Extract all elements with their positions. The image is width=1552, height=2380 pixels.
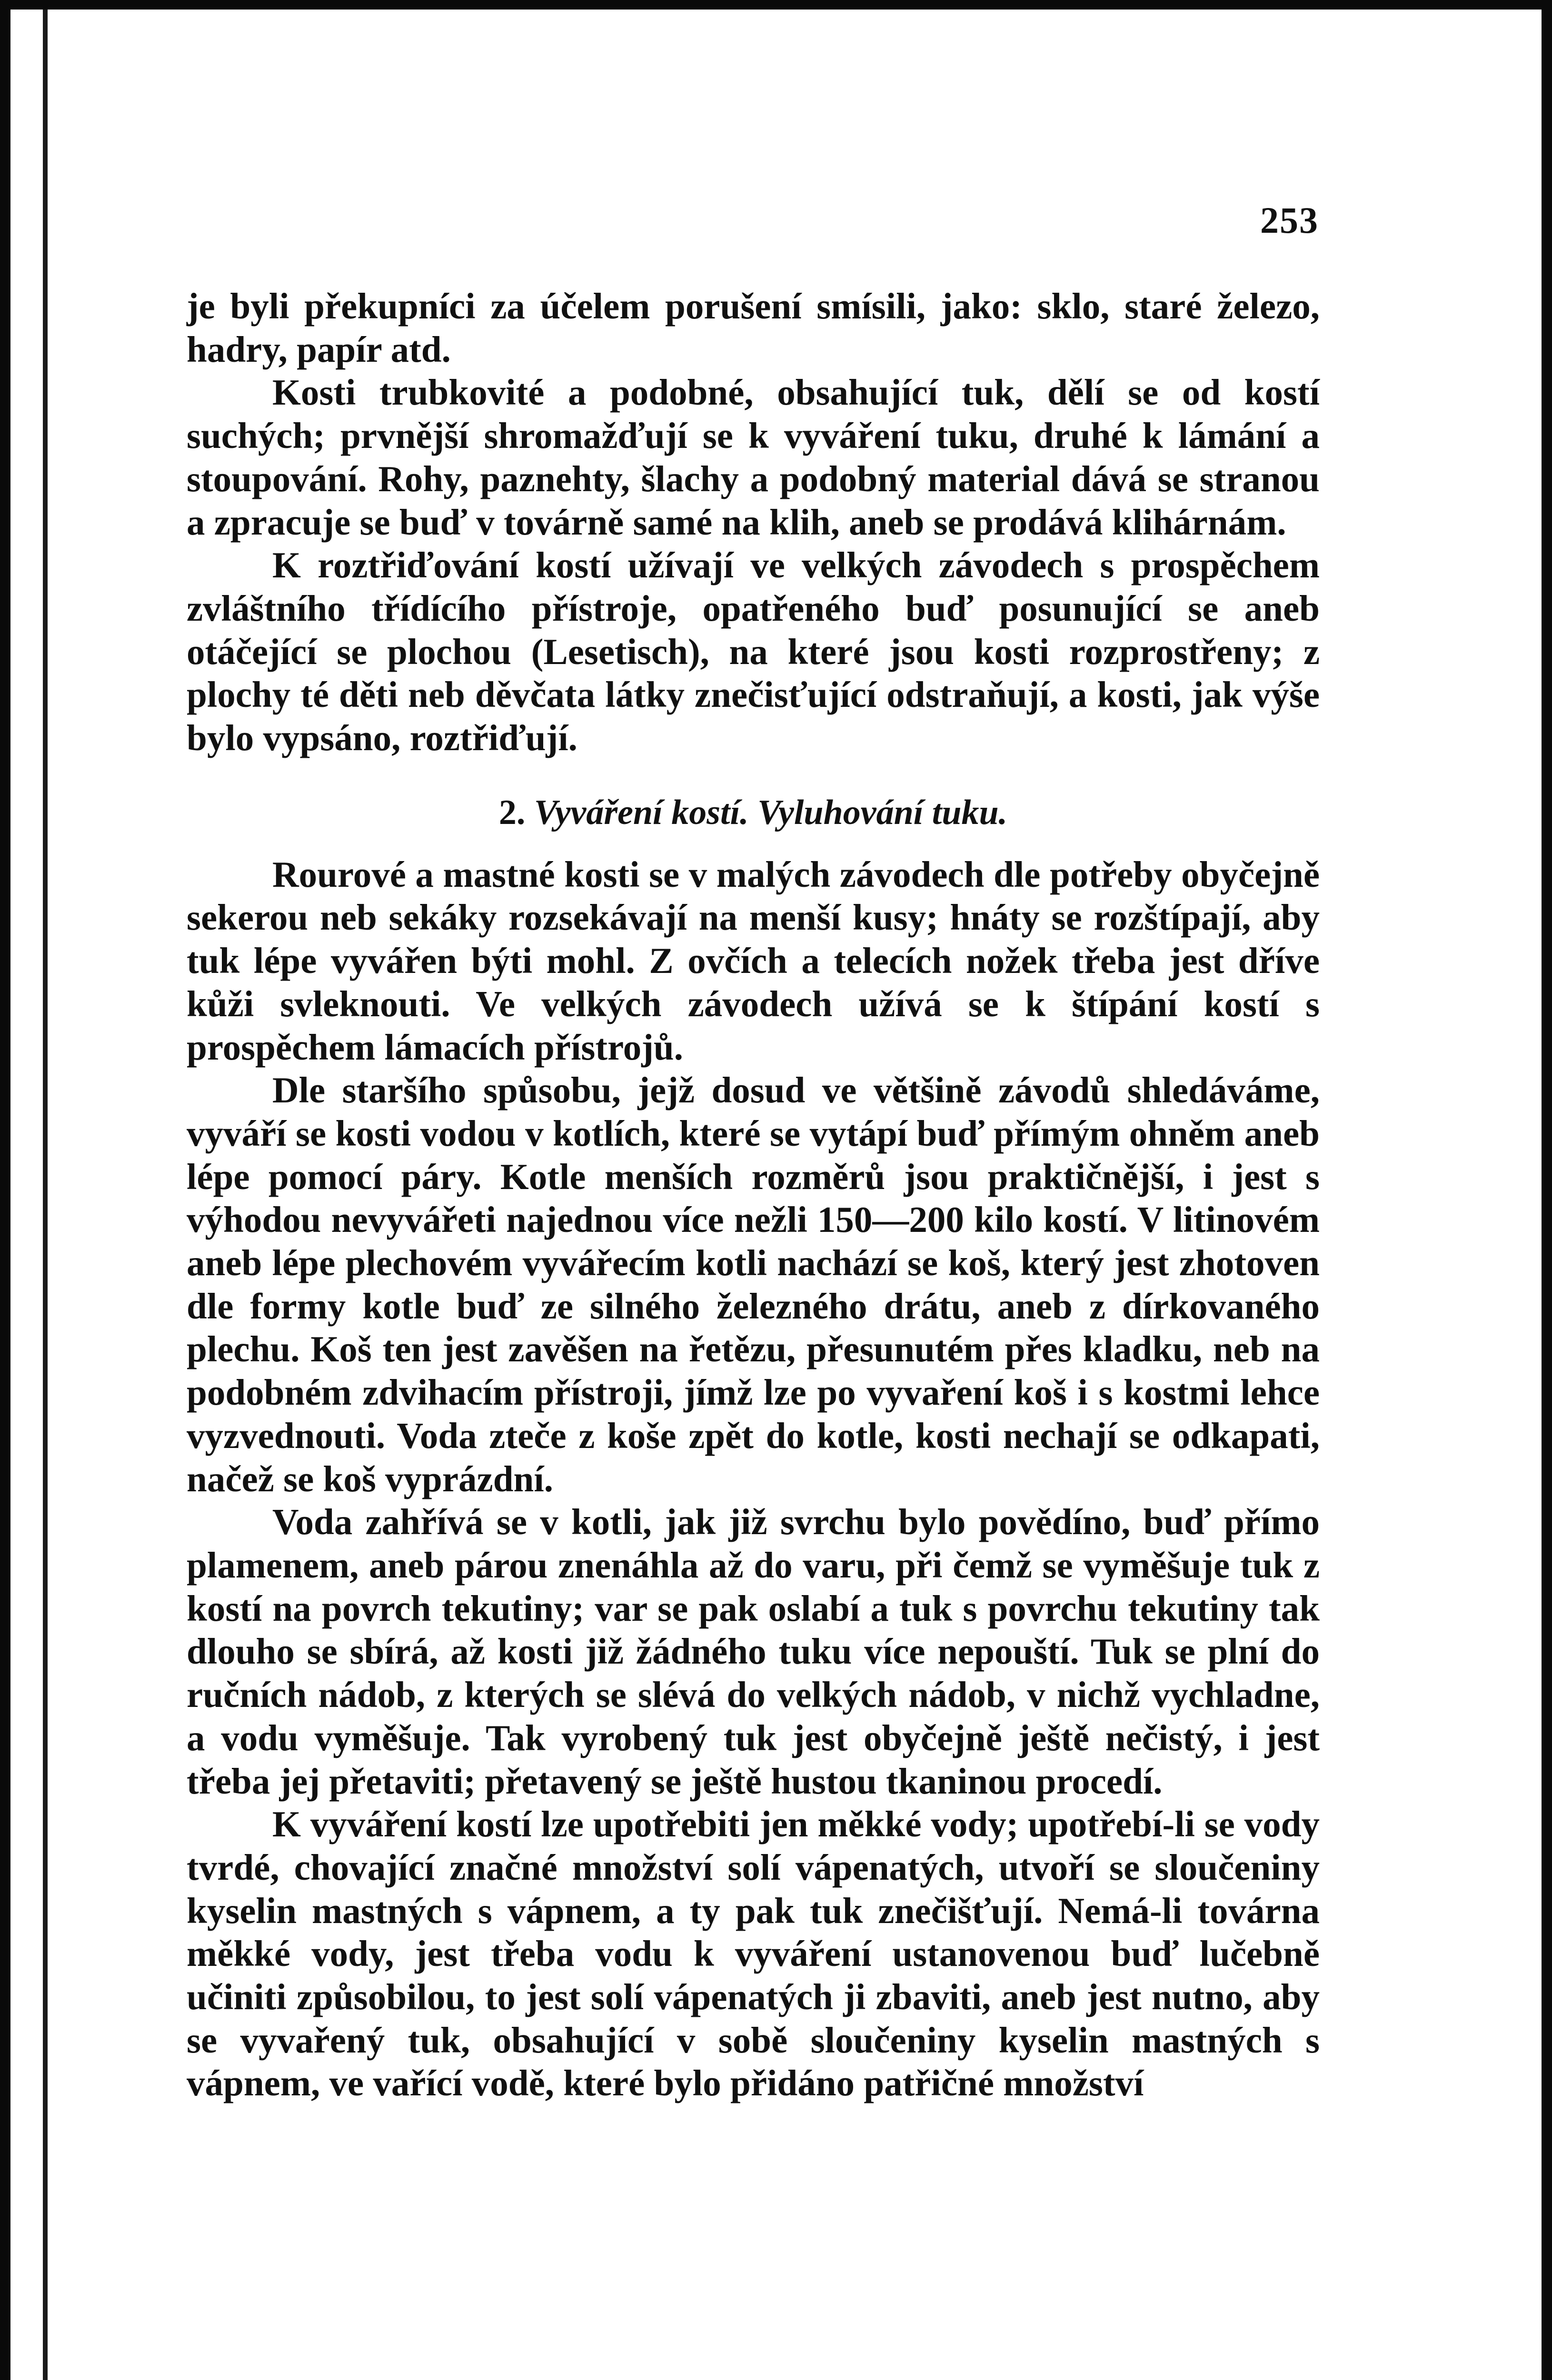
paragraph-mekke-vody: K vyváření kostí lze upotřebiti jen měkké vody; upotřebí-li se vody tvrdé, chovající značné množství solí vápenatých, utvoří se sloučeniny kyselin mastných s vápnem, a ty pak tuk znečišťují. Nemá-li továrna měkké vody, jest třeba vodu k vyváření ustanovenou buď lučebně učiniti způsobilou, to jest solí vápenatých ji zbaviti, aneb jest nutno, aby se vyvařený tuk, obsahující v sobě sloučeniny kyselin mastných s vápnem, ve vařící vodě, které bylo přidáno patřičné množství <box>187 1804 1320 2104</box>
section-number: 2. <box>498 793 526 832</box>
paragraph-continuation: je byli překupníci za účelem porušení smísili, jako: sklo, staré železo, hadry, papír atd. <box>187 286 1320 370</box>
paragraph-starsi-zpusob: Dle staršího spůsobu, jejž dosud ve většině závodů shledáváme, vyváří se kosti vodou v kotlích, které se vytápí buď přímým ohněm aneb lépe pomocí páry. Kotle menších rozměrů jsou praktičnější, i jest s výhodou nevyvářeti najednou více nežli 150—200 kilo kostí. V litinovém aneb lépe plechovém vyvářecím kotli nachází se koš, který jest zhotoven dle formy kotle buď ze silného železného drátu, aneb z dírkovaného plechu. Koš ten jest zavěšen na řetězu, přesunutém přes kladku, neb na podobném zdvihacím přístroji, jímž lze po vyvaření koš i s kostmi lehce vyzvednouti. Voda zteče z koše zpět do kotle, kosti nechají se odkapati, načež se koš vyprázdní. <box>187 1070 1320 1499</box>
paragraph-voda-zahriva: Voda zahřívá se v kotli, jak již svrchu bylo povědíno, buď přímo plamenem, aneb párou znenáhla až do varu, při čemž se vyměšuje tuk z kostí na povrch tekutiny; var se pak oslabí a tuk s povrchu tekutiny tak dlouho se sbírá, až kosti již žádného tuku více nepouští. Tuk se plní do ručních nádob, z kterých se slévá do velkých nádob, v nichž vychladne, a vodu vyměšuje. Tak vyrobený tuk jest obyčejně ještě nečistý, i jest třeba jej přetaviti; přetavený se ještě hustou tkaninou procedí. <box>187 1501 1320 1802</box>
paragraph-roztridovani: K roztřiďování kostí užívají ve velkých závodech s prospěchem zvláštního třídícího přístroje, opatřeného buď posunující se aneb otáčející se plochou (Lesetisch), na které jsou kosti rozprostřeny; z plochy té děti neb děvčata látky znečisťující odstraňují, a kosti, jak výše bylo vypsáno, roztřiďují. <box>187 545 1320 759</box>
paragraph-kosti-trubkovite: Kosti trubkovité a podobné, obsahující tuk, dělí se od kostí suchých; prvnější shromažďují se k vyváření tuku, druhé k lámání a stoupování. Rohy, paznehty, šlachy a podobný material dává se stranou a zpracuje se buď v továrně samé na klih, aneb se prodává klihárnám. <box>187 372 1320 543</box>
section-heading <box>187 791 1320 834</box>
page-body <box>187 285 1320 2105</box>
paragraph-rourove-kosti: Rourové a mastné kosti se v malých závodech dle potřeby obyčejně sekerou neb sekáky rozsekávají na menší kusy; hnáty se rozštípají, aby tuk lépe vyvářen býti mohl. Z ovčích a telecích nožek třeba jest dříve kůži svleknouti. Ve velkých závodech užívá se k štípání kostí s prospěchem lámacích přístrojů. <box>187 853 1320 1068</box>
page-number: 253 <box>1260 199 1319 241</box>
section-title: Vyváření kostí. Vyluhování tuku. <box>534 793 1008 832</box>
page-edge-rule <box>43 10 48 2380</box>
